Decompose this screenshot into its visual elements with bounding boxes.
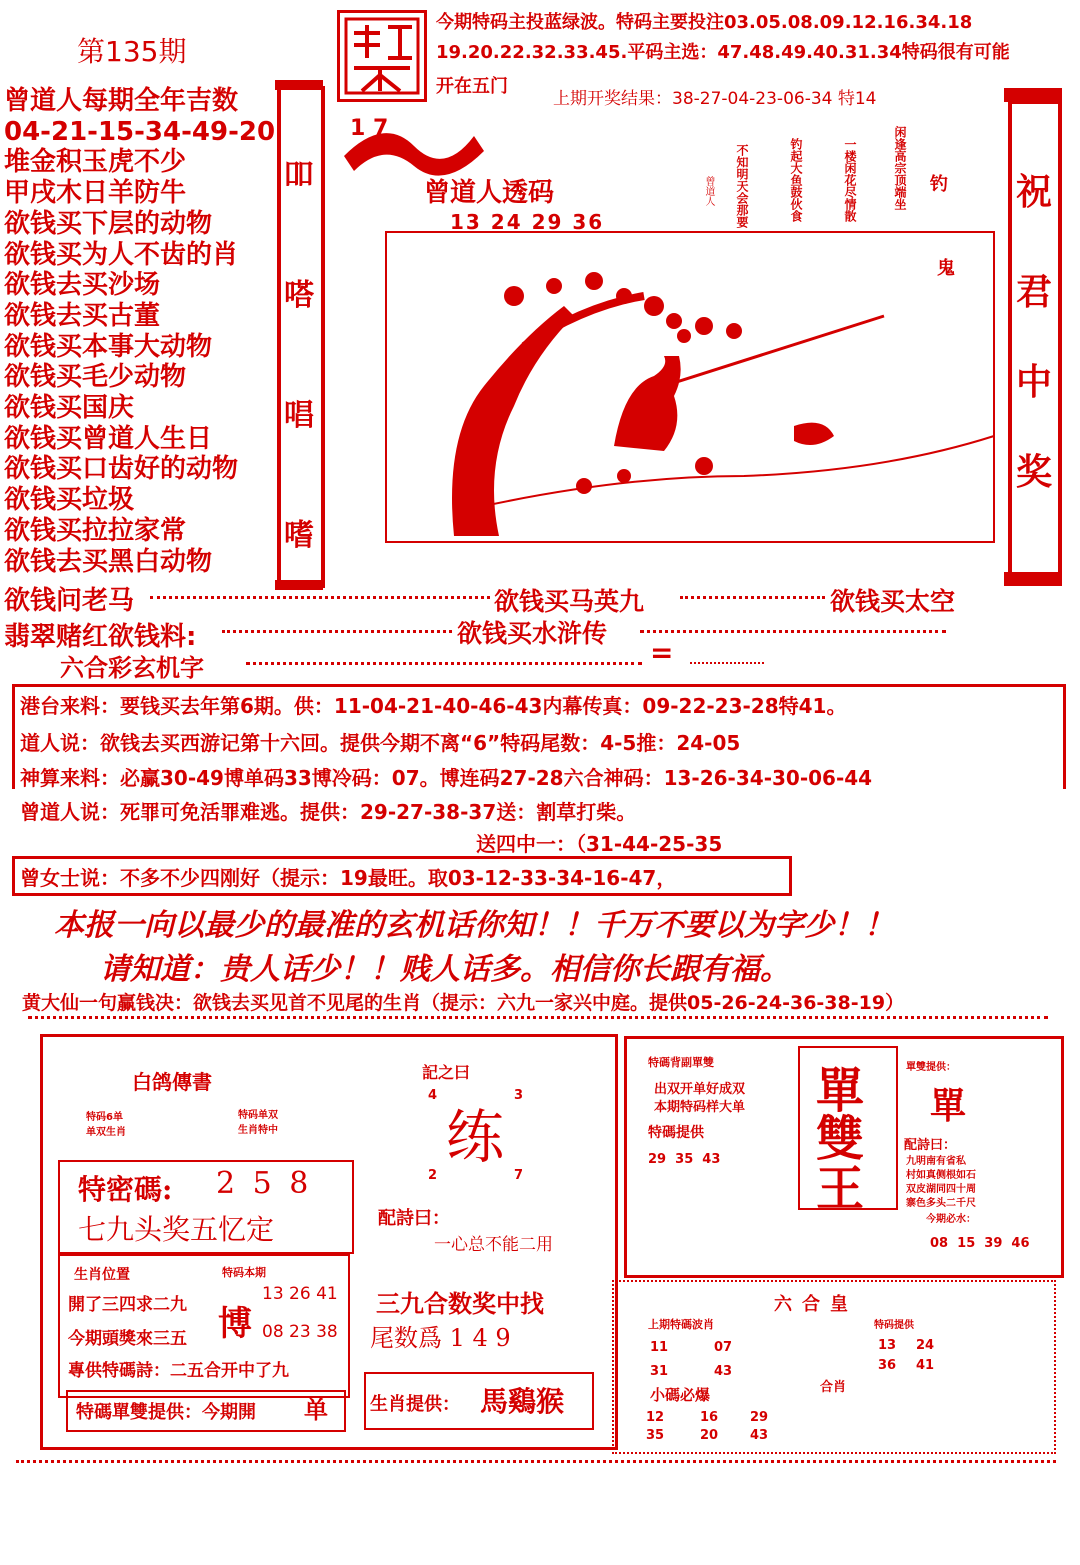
tm-title: 特碼背副單雙 — [648, 1056, 714, 1069]
right-scroll-char: 君 — [1016, 272, 1053, 313]
tm-tigong: 特碼提供 — [648, 1125, 704, 1141]
rb-line: 村如真侧根如石 — [906, 1170, 976, 1181]
special-slogan: 七九头奖五忆定 — [78, 1213, 275, 1246]
left-list — [4, 86, 275, 577]
lh-num: 36 — [878, 1358, 897, 1373]
riddle-line-1-a: 欲钱问老马 — [4, 586, 135, 616]
line-a: 開了三四求二九 — [68, 1295, 187, 1315]
poem-column: 曾道人 — [703, 176, 714, 206]
special-nums: 2 5 8 — [216, 1166, 313, 1201]
xm-num: 16 — [700, 1410, 719, 1425]
tm-line-2: 本期特码样大单 — [654, 1100, 746, 1115]
poem-column: 一楼闲花尽情散 — [843, 138, 857, 222]
lh-right-title: 特码提供 — [874, 1320, 914, 1331]
small-right-text: 特码单双 生肖特中 — [238, 1110, 278, 1136]
left-list-item: 欲钱买垃圾 — [4, 485, 135, 516]
xm-title: 小碼必爆 — [650, 1386, 711, 1404]
tm-nums: 29 35 43 — [648, 1152, 721, 1167]
riddle-line-3-b: = — [650, 636, 674, 669]
star-dots — [150, 596, 490, 599]
poem-column: 钓起大鱼鼓伙食 — [789, 138, 803, 222]
corner-char: 鬼 — [937, 258, 955, 279]
small-left-text: 特码6单 单双生肖 — [86, 1112, 126, 1138]
small-num: 4 — [428, 1088, 438, 1103]
right-scroll-char: 奖 — [1016, 452, 1053, 493]
bo-char: 博 — [218, 1304, 252, 1344]
lh-left-title: 上期特碼波肖 — [648, 1318, 714, 1331]
star-dots — [222, 630, 452, 633]
tm-line-1: 出双开单好成双 — [654, 1082, 746, 1097]
xm-num: 29 — [750, 1410, 769, 1425]
left-list-item: 04-21-15-34-49-20 — [4, 116, 276, 147]
huang-line: 黄大仙一句赢钱决：欲钱去买见首不见尾的生肖（提示：六九一家兴中庭。提供05-26-24-36-38-19） — [22, 992, 905, 1014]
left-list-item: 欲钱买本事大动物 — [4, 331, 213, 362]
right-scroll — [1008, 100, 1062, 578]
xm-num: 43 — [750, 1428, 769, 1443]
ji-label: 記之曰 — [422, 1063, 471, 1082]
rb-line: 双皮湖同四十周 — [906, 1184, 976, 1195]
left-list-item: 欲钱去买黑白动物 — [4, 546, 213, 577]
info-line: 神算来料：必赢30-49博单码33博冷码：07。博连码27-28六合神码：13-26-34-30-06-44 — [20, 766, 873, 790]
lh-he: 合肖 — [820, 1380, 847, 1395]
info-line: 曾道人说：死罪可免活罪难逃。提供：29-27-38-37送：割草打柴。 — [20, 800, 637, 824]
special-label: 特密碼: — [78, 1173, 173, 1206]
peishi-text: 一心总不能二用 — [434, 1235, 553, 1255]
picture-numbers: 13 24 29 36 — [450, 210, 605, 234]
bottom-zigzag — [16, 1460, 1056, 1463]
lh-num: 43 — [714, 1364, 733, 1379]
xm-num: 20 — [700, 1428, 719, 1443]
top-numbers: 1 7 — [350, 116, 389, 141]
slogan-line-1: 本报一向以最少的最准的玄机话你知！！千万不要以为字少！！ — [54, 908, 894, 943]
send-line: 送四中一：（31-44-25-35 — [476, 832, 723, 856]
lh-num: 13 — [878, 1338, 897, 1353]
rb-line: 寨色多头二千尺 — [906, 1198, 976, 1209]
left-list-item: 欲钱买曾道人生日 — [4, 423, 213, 454]
riddle-line-1-b: 欲钱买马英九 — [494, 587, 645, 616]
small-num: 7 — [514, 1168, 524, 1183]
slogan-line-2: 请知道：贵人话少！！贱人话多。相信你长跟有福。 — [100, 952, 790, 987]
poem-column: 不知明天会那要 — [735, 144, 749, 228]
left-list-item: 欲钱买为人不齿的肖 — [4, 239, 239, 270]
logo-stamp — [337, 10, 427, 102]
big-char: 练 — [446, 1103, 505, 1171]
right-scroll-char: 祝 — [1016, 172, 1053, 213]
left-list-item: 欲钱买拉拉家常 — [4, 515, 187, 546]
lh-num: 11 — [650, 1340, 669, 1355]
riddle-line-2-a: 翡翠赌红欲钱料: — [4, 622, 197, 652]
left-scroll-char: 唱 — [284, 398, 314, 433]
peishi-label: 配詩曰： — [378, 1208, 450, 1229]
riddle-line-1-c: 欲钱买太空 — [830, 587, 956, 616]
bo-nums-1: 13 26 41 — [262, 1284, 338, 1304]
lh-title: 六合皇 — [774, 1294, 858, 1315]
dsw-char: 王 — [816, 1161, 865, 1217]
left-scroll-char: 吅 — [284, 158, 314, 193]
center-picture — [324, 106, 1000, 546]
danshuang-label: 特碼單雙提供：今期開 — [76, 1402, 256, 1423]
rb-peishi: 配詩曰： — [904, 1138, 957, 1153]
baiji-title: 白鸽傳書 — [132, 1070, 212, 1094]
last-result: 上期开奖结果：38-27-04-23-06-34 特14 — [553, 89, 877, 109]
sx-label: 生肖提供： — [370, 1394, 460, 1415]
left-list-item: 欲钱买国庆 — [4, 393, 135, 424]
lh-num: 07 — [714, 1340, 733, 1355]
fish-char: 钓 — [930, 174, 948, 195]
right-scroll-char: 中 — [1016, 362, 1053, 403]
star-dots — [640, 630, 946, 633]
riddle-line-2-b: 欲钱买水浒传 — [457, 619, 608, 648]
rb-big: 單 — [930, 1086, 967, 1127]
xm-num: 35 — [646, 1428, 665, 1443]
bo-label: 特码本期 — [222, 1266, 266, 1279]
left-scroll — [277, 86, 325, 588]
header-line-2: 19.20.22.32.33.45.平码主选：47.48.49.40.31.34特码很有可能 — [436, 42, 1010, 63]
small-num: 3 — [514, 1088, 524, 1103]
rb-nums: 08 15 39 46 — [930, 1236, 1030, 1251]
poem-column: 闲逢高宗顶端坐 — [893, 126, 907, 210]
issue-number: 第135期 — [77, 35, 187, 68]
lh-num: 24 — [916, 1338, 935, 1353]
left-list-item: 欲钱去买古董 — [4, 300, 161, 331]
star-dots — [690, 662, 764, 664]
zeng-line: 曾女士说：不多不少四刚好（提示：19最旺。取03-12-33-34-16-47， — [20, 866, 677, 890]
dsw-char: 雙 — [816, 1111, 865, 1167]
left-list-item: 欲钱买毛少动物 — [4, 362, 187, 393]
shengxiao-pos: 生肖位置 — [74, 1267, 130, 1283]
rb-jinqi: 今期必水： — [926, 1214, 976, 1225]
sx-value: 馬鷄猴 — [480, 1385, 565, 1418]
left-scroll-char: 嗜 — [284, 518, 314, 553]
left-list-title: 曾道人每期全年吉数 — [4, 86, 239, 116]
weishu: 尾数爲 1 4 9 — [370, 1324, 511, 1352]
xm-num: 12 — [646, 1410, 665, 1425]
info-line: 道人说：欲钱去买西游记第十六回。提供今期不离“6”特码尾数：4-5推：24-05 — [20, 731, 741, 755]
small-num: 2 — [428, 1168, 438, 1183]
rb-title: 單雙提供： — [906, 1062, 956, 1073]
bo-nums-2: 08 23 38 — [262, 1322, 338, 1342]
rb-line: 九明南有省私 — [906, 1156, 966, 1167]
info-line: 港台来料：要钱买去年第6期。供：11-04-21-40-46-43内幕传真：09-22-23-28特41。 — [20, 694, 847, 718]
left-list-item: 堆金积玉虎不少 — [4, 147, 187, 178]
header-line-3: 开在五门 — [436, 76, 508, 97]
left-scroll-char: 嗒 — [284, 278, 314, 313]
seal-icon — [340, 13, 424, 99]
left-list-item: 欲钱买下层的动物 — [4, 208, 213, 239]
left-list-item: 欲钱去买沙场 — [4, 270, 161, 301]
star-dots — [680, 596, 825, 599]
line-b: 今期頭獎來三五 — [68, 1329, 187, 1349]
riddle-line-3-a: 六合彩玄机字 — [60, 654, 204, 682]
header-line-1: 今期特码主投蓝绿波。特码主要投注03.05.08.09.12.16.34.18 — [436, 12, 973, 33]
left-list-item: 甲戌木日羊防牛 — [4, 178, 187, 209]
zhuangong: 專供特碼詩：二五合开中了九 — [68, 1361, 289, 1381]
left-list-item: 欲钱买口齿好的动物 — [4, 454, 239, 485]
lh-num: 31 — [650, 1364, 669, 1379]
dan-value: 单 — [304, 1396, 328, 1424]
picture-title: 曾道人透码 — [424, 178, 555, 208]
sanjiu: 三九合数奖中找 — [376, 1290, 544, 1318]
dsw-char: 單 — [816, 1063, 865, 1119]
zigzag-divider — [28, 1016, 1048, 1019]
star-dots — [246, 662, 642, 665]
lh-num: 41 — [916, 1358, 935, 1373]
